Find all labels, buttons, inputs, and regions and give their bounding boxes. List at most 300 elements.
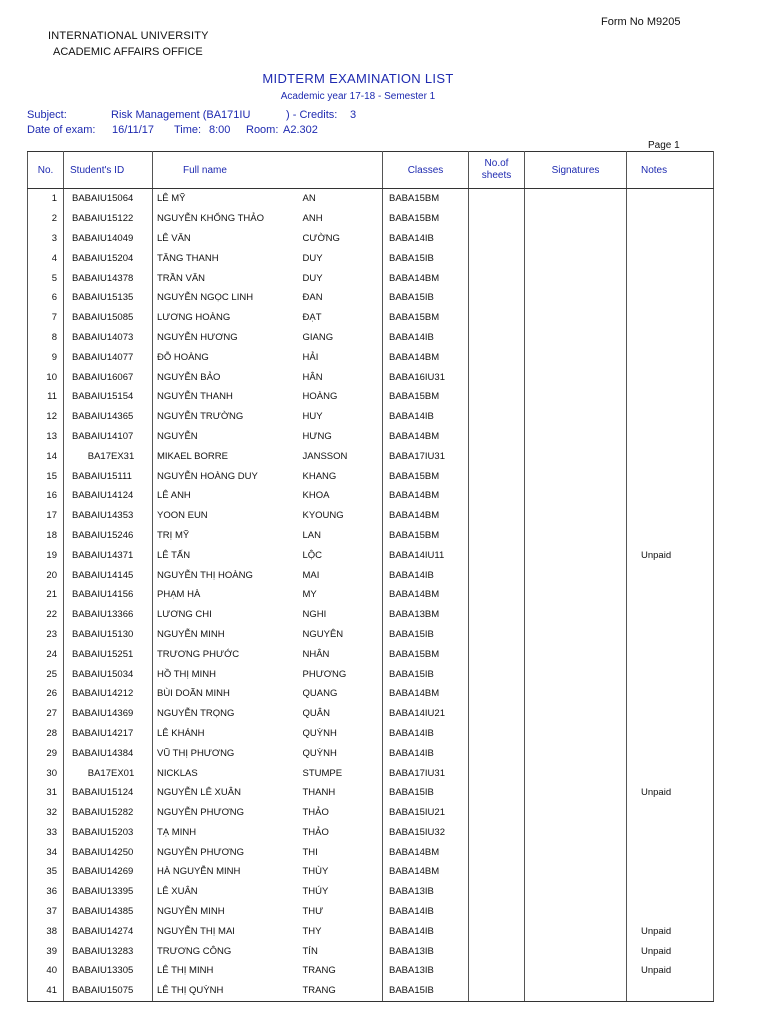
last-name: NICKLAS [153,763,301,783]
last-name: HỒ THỊ MINH [153,664,301,684]
table-row [28,605,714,625]
note [627,486,714,506]
table-header-row [28,152,714,189]
student-id: BABAIU15075 [64,981,153,1001]
signature-cell [525,486,627,506]
first-name: AN [301,189,383,209]
first-name: NGUYÊN [301,625,383,645]
row-number: 9 [28,347,64,367]
signature-cell [525,823,627,843]
class-code: BABA15IB [383,664,469,684]
first-name: MY [301,585,383,605]
student-id: BABAIU15251 [64,644,153,664]
last-name: NGUYỄN THỊ MAI [153,921,301,941]
student-id: BABAIU14274 [64,921,153,941]
table-row [28,823,714,843]
note [627,347,714,367]
class-code: BABA15BM [383,387,469,407]
table-row [28,486,714,506]
student-id: BABAIU14385 [64,902,153,922]
last-name: TRƯƠNG PHƯỚC [153,644,301,664]
student-id: BABAIU13283 [64,941,153,961]
note [627,823,714,843]
sheets-cell [469,605,525,625]
row-number: 38 [28,921,64,941]
row-number: 4 [28,248,64,268]
signature-cell [525,625,627,645]
note: Unpaid [627,921,714,941]
signature-cell [525,427,627,447]
sheets-cell [469,902,525,922]
exam-time-value: 8:00 [209,124,231,136]
sheets-cell [469,189,525,209]
sheets-cell [469,704,525,724]
student-id: BABAIU13366 [64,605,153,625]
student-id: BABAIU14384 [64,743,153,763]
sheets-cell [469,823,525,843]
note [627,724,714,744]
last-name: LƯƠNG HOÀNG [153,308,301,328]
student-id: BABAIU14107 [64,427,153,447]
class-code: BABA17IU31 [383,763,469,783]
first-name: DUY [301,268,383,288]
table-row [28,308,714,328]
last-name: LÊ KHÁNH [153,724,301,744]
sheets-cell [469,763,525,783]
table-row [28,328,714,348]
note [627,466,714,486]
last-name: VŨ THỊ PHƯƠNG [153,743,301,763]
note [627,248,714,268]
last-name: TĂNG THANH [153,248,301,268]
row-number: 23 [28,625,64,645]
table-row [28,347,714,367]
first-name: ĐẠT [301,308,383,328]
class-code: BABA14BM [383,427,469,447]
signature-cell [525,209,627,229]
table-row [28,724,714,744]
exam-room-label: Room: [246,124,279,136]
sheets-cell [469,367,525,387]
student-id: BABAIU15246 [64,526,153,546]
sheets-cell [469,644,525,664]
signature-cell [525,466,627,486]
first-name: JANSSON [301,446,383,466]
row-number: 14 [28,446,64,466]
first-name: ANH [301,209,383,229]
first-name: HƯNG [301,427,383,447]
first-name: LỘC [301,545,383,565]
first-name: HÂN [301,367,383,387]
row-number: 34 [28,842,64,862]
class-code: BABA14BM [383,842,469,862]
class-code: BABA15BM [383,209,469,229]
table-row [28,941,714,961]
sheets-cell [469,585,525,605]
row-number: 25 [28,664,64,684]
class-code: BABA14BM [383,585,469,605]
class-code: BABA16IU31 [383,367,469,387]
class-code: BABA14IB [383,743,469,763]
table-row [28,684,714,704]
table-row [28,387,714,407]
first-name: QUỲNH [301,743,383,763]
student-id: BABAIU14156 [64,585,153,605]
signature-cell [525,347,627,367]
row-number: 24 [28,644,64,664]
note: Unpaid [627,961,714,981]
class-code: BABA15BM [383,644,469,664]
table-row [28,783,714,803]
last-name: LÊ THỊ QUỲNH [153,981,301,1001]
sheets-cell [469,664,525,684]
signature-cell [525,407,627,427]
last-name: NGUYỄN MINH [153,625,301,645]
signature-cell [525,743,627,763]
row-number: 22 [28,605,64,625]
table-row [28,545,714,565]
row-number: 6 [28,288,64,308]
class-code: BABA13IB [383,961,469,981]
sheets-cell [469,803,525,823]
table-row [28,446,714,466]
note [627,526,714,546]
student-id: BABAIU15204 [64,248,153,268]
signature-cell [525,328,627,348]
exam-date-label: Date of exam: [27,124,96,136]
class-code: BABA14BM [383,268,469,288]
signature-cell [525,506,627,526]
note [627,763,714,783]
first-name: QUỲNH [301,724,383,744]
class-code: BABA15IB [383,783,469,803]
class-code: BABA15IU32 [383,823,469,843]
note [627,565,714,585]
class-code: BABA15BM [383,189,469,209]
row-number: 36 [28,882,64,902]
note [627,625,714,645]
table-row [28,902,714,922]
student-id: BABAIU15124 [64,783,153,803]
student-id: BA17EX31 [64,446,153,466]
table-row [28,268,714,288]
note [627,189,714,209]
first-name: KHANG [301,466,383,486]
note [627,803,714,823]
class-code: BABA15IB [383,981,469,1001]
table-row [28,644,714,664]
note [627,387,714,407]
first-name: THANH [301,783,383,803]
first-name: THÙY [301,862,383,882]
note [627,585,714,605]
row-number: 29 [28,743,64,763]
sheets-cell [469,407,525,427]
form-number: Form No M9205 [601,16,681,28]
class-code: BABA13IB [383,882,469,902]
table-row [28,862,714,882]
sheets-cell [469,526,525,546]
row-number: 5 [28,268,64,288]
last-name: NGUYỄN PHƯƠNG [153,803,301,823]
signature-cell [525,921,627,941]
table-row [28,288,714,308]
first-name: TÍN [301,941,383,961]
first-name: HẢI [301,347,383,367]
row-number: 3 [28,229,64,249]
academic-year: Academic year 17-18 - Semester 1 [280,91,436,102]
signature-cell [525,941,627,961]
table-row [28,585,714,605]
last-name: TRẦN VĂN [153,268,301,288]
student-id: BABAIU15111 [64,466,153,486]
table-row [28,882,714,902]
table-row [28,209,714,229]
sheets-cell [469,288,525,308]
sheets-cell [469,684,525,704]
note [627,328,714,348]
signature-cell [525,585,627,605]
table-row [28,248,714,268]
note [627,407,714,427]
col-header-no: No. [28,152,64,189]
table-row [28,704,714,724]
table-row [28,763,714,783]
first-name: MAI [301,565,383,585]
note [627,684,714,704]
table-row [28,229,714,249]
student-id: BABAIU14212 [64,684,153,704]
last-name: NGUYỄN TRỌNG [153,704,301,724]
row-number: 21 [28,585,64,605]
row-number: 41 [28,981,64,1001]
subject-value: Risk Management (BA171IU [111,109,251,121]
last-name: LÊ VĂN [153,229,301,249]
signature-cell [525,605,627,625]
row-number: 2 [28,209,64,229]
student-id: BABAIU14073 [64,328,153,348]
student-id: BABAIU15064 [64,189,153,209]
note [627,862,714,882]
signature-cell [525,902,627,922]
sheets-cell [469,268,525,288]
row-number: 15 [28,466,64,486]
note [627,506,714,526]
student-id: BABAIU16067 [64,367,153,387]
signature-cell [525,664,627,684]
row-number: 12 [28,407,64,427]
note: Unpaid [627,545,714,565]
student-id: BABAIU15154 [64,387,153,407]
note [627,308,714,328]
row-number: 20 [28,565,64,585]
class-code: BABA14IU21 [383,704,469,724]
class-code: BABA15IB [383,248,469,268]
signature-cell [525,763,627,783]
student-id: BABAIU14250 [64,842,153,862]
signature-cell [525,981,627,1001]
first-name: NHÂN [301,644,383,664]
last-name: NGUYỄN [153,427,301,447]
col-header-sheets [469,152,525,189]
student-id: BABAIU14371 [64,545,153,565]
note [627,981,714,1001]
row-number: 8 [28,328,64,348]
last-name: LÊ TẤN [153,545,301,565]
class-code: BABA14IB [383,229,469,249]
sheets-cell [469,724,525,744]
sheets-cell [469,981,525,1001]
table-row [28,189,714,209]
signature-cell [525,387,627,407]
first-name: LAN [301,526,383,546]
signature-cell [525,229,627,249]
first-name: THẢO [301,823,383,843]
class-code: BABA14IB [383,921,469,941]
sheets-cell [469,961,525,981]
sheets-cell [469,783,525,803]
last-name: LÊ ANH [153,486,301,506]
class-code: BABA14IB [383,328,469,348]
row-number: 33 [28,823,64,843]
class-code: BABA14IB [383,407,469,427]
last-name: NGUYỄN THỊ HOÀNG [153,565,301,585]
student-id: BABAIU14365 [64,407,153,427]
first-name: GIANG [301,328,383,348]
sheets-cell [469,328,525,348]
row-number: 32 [28,803,64,823]
student-id: BABAIU14124 [64,486,153,506]
sheets-cell [469,486,525,506]
note [627,882,714,902]
student-id: BABAIU14378 [64,268,153,288]
student-id: BABAIU14269 [64,862,153,882]
row-number: 27 [28,704,64,724]
sheets-cell [469,941,525,961]
class-code: BABA14BM [383,684,469,704]
subject-label: Subject: [27,109,67,121]
student-id: BABAIU14369 [64,704,153,724]
signature-cell [525,446,627,466]
last-name: YOON EUN [153,506,301,526]
exam-time-label: Time: [174,124,202,136]
first-name: DUY [301,248,383,268]
last-name: BÙI DOÃN MINH [153,684,301,704]
class-code: BABA14BM [383,506,469,526]
class-code: BABA15BM [383,308,469,328]
sheets-cell [469,308,525,328]
note [627,605,714,625]
class-code: BABA13IB [383,941,469,961]
roster-body [28,189,714,1002]
sheets-cell [469,862,525,882]
last-name: PHẠM HÀ [153,585,301,605]
sheets-cell [469,209,525,229]
sheets-cell [469,427,525,447]
col-header-full-name-cont [301,152,383,189]
class-code: BABA14BM [383,862,469,882]
student-id: BABAIU13305 [64,961,153,981]
sheets-cell [469,347,525,367]
signature-cell [525,367,627,387]
signature-cell [525,684,627,704]
table-row [28,367,714,387]
signature-cell [525,248,627,268]
signature-cell [525,704,627,724]
class-code: BABA14IB [383,565,469,585]
class-code: BABA15BM [383,526,469,546]
sheets-cell [469,625,525,645]
exam-roster-table [27,151,714,1002]
row-number: 1 [28,189,64,209]
student-id: BABAIU14145 [64,565,153,585]
last-name: MIKAEL BORRE [153,446,301,466]
sheets-cell [469,565,525,585]
signature-cell [525,842,627,862]
first-name: THẢO [301,803,383,823]
col-header-notes: Notes [627,152,714,189]
last-name: NGUYỄN PHƯƠNG [153,842,301,862]
class-code: BABA14BM [383,347,469,367]
student-id: BABAIU15135 [64,288,153,308]
first-name: HUY [301,407,383,427]
sheets-cell [469,387,525,407]
last-name: LÊ THỊ MINH [153,961,301,981]
signature-cell [525,268,627,288]
sheets-cell [469,921,525,941]
class-code: BABA14IB [383,902,469,922]
last-name: NGUYỄN HƯƠNG [153,328,301,348]
note [627,902,714,922]
first-name: STUMPE [301,763,383,783]
first-name: TRANG [301,961,383,981]
page-number: Page 1 [648,140,680,151]
table-row [28,842,714,862]
signature-cell [525,288,627,308]
last-name: ĐỖ HOÀNG [153,347,301,367]
sheets-cell [469,842,525,862]
exam-date-value: 16/11/17 [112,124,155,136]
last-name: NGUYỄN HOÀNG DUY [153,466,301,486]
class-code: BABA17IU31 [383,446,469,466]
first-name: QUANG [301,684,383,704]
student-id: BABAIU15085 [64,308,153,328]
sheets-cell [469,506,525,526]
table-row [28,526,714,546]
last-name: TRỊ MỸ [153,526,301,546]
last-name: NGUYỄN KHỔNG THẢO [153,209,301,229]
student-id: BABAIU15130 [64,625,153,645]
note: Unpaid [627,783,714,803]
first-name: HOÀNG [301,387,383,407]
signature-cell [525,526,627,546]
signature-cell [525,961,627,981]
row-number: 18 [28,526,64,546]
first-name: THI [301,842,383,862]
class-code: BABA15IB [383,288,469,308]
first-name: PHƯƠNG [301,664,383,684]
row-number: 13 [28,427,64,447]
signature-cell [525,882,627,902]
signature-cell [525,189,627,209]
col-header-sheets-line1: No.of [484,158,509,169]
last-name: NGUYỄN LÊ XUÂN [153,783,301,803]
last-name: TRƯƠNG CÔNG [153,941,301,961]
first-name: ĐAN [301,288,383,308]
note [627,743,714,763]
row-number: 7 [28,308,64,328]
row-number: 35 [28,862,64,882]
